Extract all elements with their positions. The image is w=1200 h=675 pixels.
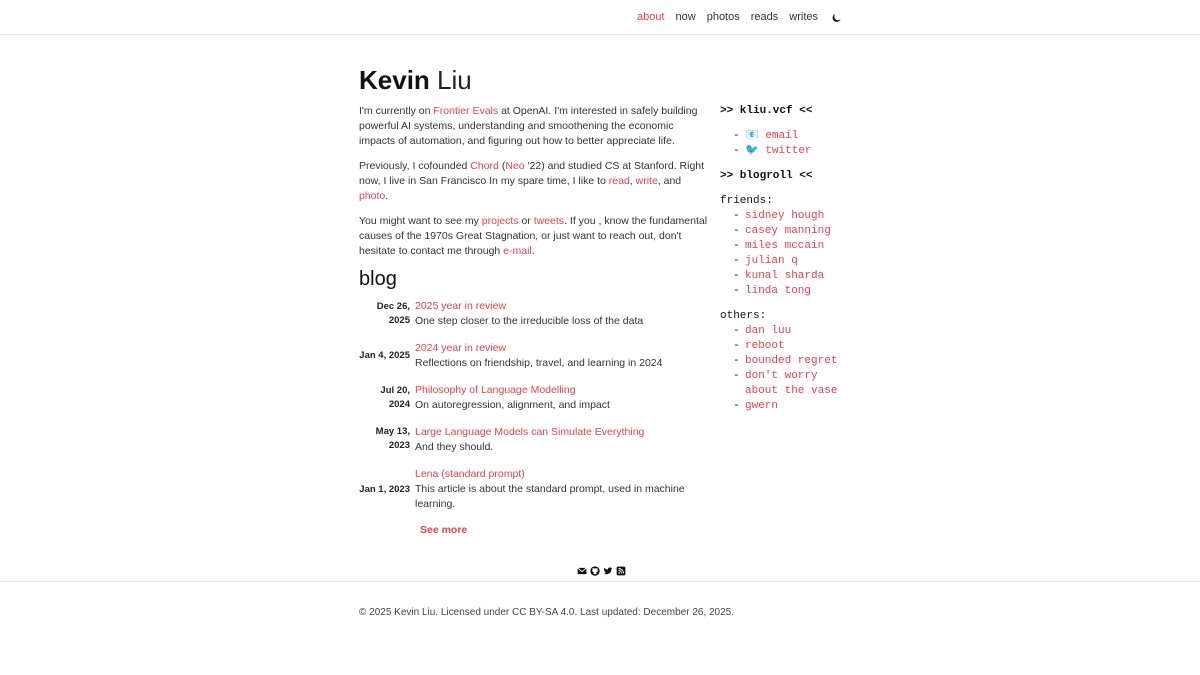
- intro-paragraph-1: [359, 104, 709, 149]
- post-date: May 13, 2023: [375, 426, 410, 451]
- other-link[interactable]: don't worry about the vase: [745, 370, 838, 397]
- other-item[interactable]: [720, 324, 850, 339]
- blog-heading: blog: [359, 268, 397, 290]
- link-read[interactable]: read: [608, 175, 630, 187]
- intro-paragraph-3: [359, 214, 709, 259]
- list-dash: -: [733, 240, 740, 252]
- other-link[interactable]: reboot: [745, 340, 785, 352]
- post-body: [415, 383, 709, 413]
- nav-writes[interactable]: writes: [789, 11, 818, 23]
- blog-post-list: [359, 299, 709, 512]
- friends-list: [720, 209, 850, 299]
- link-chord[interactable]: Chord: [470, 160, 499, 172]
- top-bar: [0, 0, 1200, 35]
- envelope-emoji-icon: 📧: [745, 130, 759, 142]
- nav-reads[interactable]: reads: [750, 11, 779, 23]
- list-dash: -: [733, 355, 740, 367]
- list-dash: -: [733, 340, 740, 352]
- rss-icon[interactable]: [616, 566, 626, 576]
- friend-link[interactable]: julian q: [745, 255, 798, 267]
- blogroll-heading: >> blogroll <<: [720, 170, 813, 182]
- other-item[interactable]: [720, 354, 850, 369]
- others-list: [720, 324, 850, 414]
- text: (: [498, 160, 506, 172]
- link-email[interactable]: e-mail: [503, 245, 532, 257]
- other-item[interactable]: [720, 339, 850, 354]
- top-nav: [626, 11, 842, 24]
- list-dash: -: [733, 145, 740, 157]
- nav-about[interactable]: about: [636, 11, 665, 23]
- friends-label: friends:: [720, 195, 773, 207]
- other-link[interactable]: dan luu: [745, 325, 792, 337]
- other-item[interactable]: [720, 369, 850, 399]
- vcf-list: [720, 129, 850, 159]
- post-title-link[interactable]: Philosophy of Language Modelling: [415, 384, 576, 396]
- email-link[interactable]: [745, 129, 798, 144]
- other-link[interactable]: gwern: [745, 400, 779, 412]
- post-date: Dec 26, 2025: [376, 301, 410, 326]
- list-dash: -: [733, 370, 740, 382]
- list-dash: -: [733, 325, 740, 337]
- title-first-name: Kevin: [359, 65, 430, 95]
- post-date: Jul 20, 2024: [380, 385, 410, 410]
- friend-link[interactable]: kunal sharda: [745, 270, 825, 282]
- text: or: [518, 215, 534, 227]
- post-body: [415, 467, 709, 512]
- twitter-icon[interactable]: [603, 566, 613, 576]
- link-neo[interactable]: Neo: [505, 160, 525, 172]
- twitter-link-label: twitter: [765, 145, 812, 157]
- text: . If you , know the fundamental causes of the 1970s Great Stagnation, or just want to reach out, don't hesitate to contact me through: [359, 215, 708, 257]
- footer-text: © 2025 Kevin Liu. Licensed under CC BY-SA 4.0. Last updated: December 26, 2025.: [359, 607, 735, 618]
- others-label: others:: [720, 310, 767, 322]
- list-dash: -: [733, 285, 740, 297]
- bird-emoji-icon: 🐦: [745, 145, 759, 157]
- text: You might want to see my: [359, 215, 482, 227]
- vcf-item-email[interactable]: [720, 129, 850, 144]
- post-description: On autoregression, alignment, and impact: [415, 399, 610, 411]
- blog-post: [359, 425, 709, 455]
- twitter-link[interactable]: [745, 144, 812, 159]
- post-description: One step closer to the irreducible loss of the data: [415, 315, 644, 327]
- link-write[interactable]: write: [635, 175, 658, 187]
- link-photo[interactable]: photo: [359, 190, 386, 202]
- blog-post: [359, 383, 709, 413]
- post-title-link[interactable]: Large Language Models can Simulate Everything: [415, 426, 645, 438]
- vcf-item-twitter[interactable]: [720, 144, 850, 159]
- post-date: Jan 1, 2023: [359, 483, 410, 495]
- list-dash: -: [733, 270, 740, 282]
- link-frontier-evals[interactable]: Frontier Evals: [433, 105, 499, 117]
- github-icon[interactable]: [590, 566, 600, 576]
- social-links: [577, 566, 626, 576]
- blog-post: [359, 299, 709, 329]
- main-column: [359, 64, 709, 536]
- post-title-link[interactable]: Lena (standard prompt): [415, 468, 525, 480]
- list-dash: -: [733, 400, 740, 412]
- post-body: [415, 299, 709, 329]
- footer: [0, 581, 1200, 675]
- friend-item[interactable]: [720, 239, 850, 254]
- text: ,: [629, 175, 636, 187]
- friend-item[interactable]: [720, 284, 850, 299]
- vcf-heading: >> kliu.vcf <<: [720, 105, 813, 117]
- other-link[interactable]: bounded regret: [745, 355, 838, 367]
- post-description: This article is about the standard prompt, used in machine learning.: [415, 483, 685, 510]
- text: .: [385, 190, 389, 202]
- email-link-label: email: [765, 130, 799, 142]
- see-more-link[interactable]: See more: [420, 524, 468, 536]
- sidebar: [720, 104, 850, 424]
- post-body: [415, 341, 709, 371]
- list-dash: -: [733, 130, 740, 142]
- post-title-link[interactable]: 2024 year in review: [415, 342, 507, 354]
- friend-link[interactable]: linda tong: [745, 285, 812, 297]
- text: I'm currently on: [359, 105, 434, 117]
- blog-post: [359, 341, 709, 371]
- friend-link[interactable]: casey manning: [745, 225, 831, 237]
- post-date: Jan 4, 2025: [359, 350, 410, 361]
- link-tweets[interactable]: tweets: [533, 215, 565, 227]
- post-description: And they should.: [415, 441, 494, 453]
- post-description: Reflections on friendship, travel, and learning in 2024: [415, 357, 663, 369]
- intro: [359, 104, 709, 259]
- link-projects[interactable]: projects: [481, 215, 519, 227]
- mail-icon[interactable]: [577, 566, 587, 576]
- friend-link[interactable]: sidney hough: [745, 210, 825, 222]
- post-body: [415, 425, 709, 455]
- friend-item[interactable]: [720, 209, 850, 224]
- list-dash: -: [733, 210, 740, 222]
- text: , and: [657, 175, 682, 187]
- moon-icon[interactable]: [831, 12, 842, 24]
- title-last-name: Liu: [437, 65, 472, 95]
- list-dash: -: [733, 225, 740, 237]
- text: .: [531, 245, 535, 257]
- page-title: [359, 64, 709, 96]
- nav-now[interactable]: now: [675, 11, 696, 23]
- intro-paragraph-2: [359, 159, 709, 204]
- text: Previously, I cofounded: [359, 160, 471, 172]
- friend-item[interactable]: [720, 269, 850, 284]
- friend-item[interactable]: [720, 224, 850, 239]
- friend-item[interactable]: [720, 254, 850, 269]
- blog-post: [359, 467, 709, 512]
- text: '22) and studied CS at Stanford. Right now, I live in San Francisco In my spare time, I like to: [359, 160, 705, 187]
- post-title-link[interactable]: 2025 year in review: [415, 300, 507, 312]
- other-item[interactable]: [720, 399, 850, 414]
- list-dash: -: [733, 255, 740, 267]
- nav-photos[interactable]: photos: [706, 11, 740, 23]
- friend-link[interactable]: miles mccain: [745, 240, 825, 252]
- text: at OpenAI. I'm interested in safely building powerful AI systems, understanding and smoothening the economic impacts of automation, and figuring out how to better appreciate life.: [359, 105, 698, 147]
